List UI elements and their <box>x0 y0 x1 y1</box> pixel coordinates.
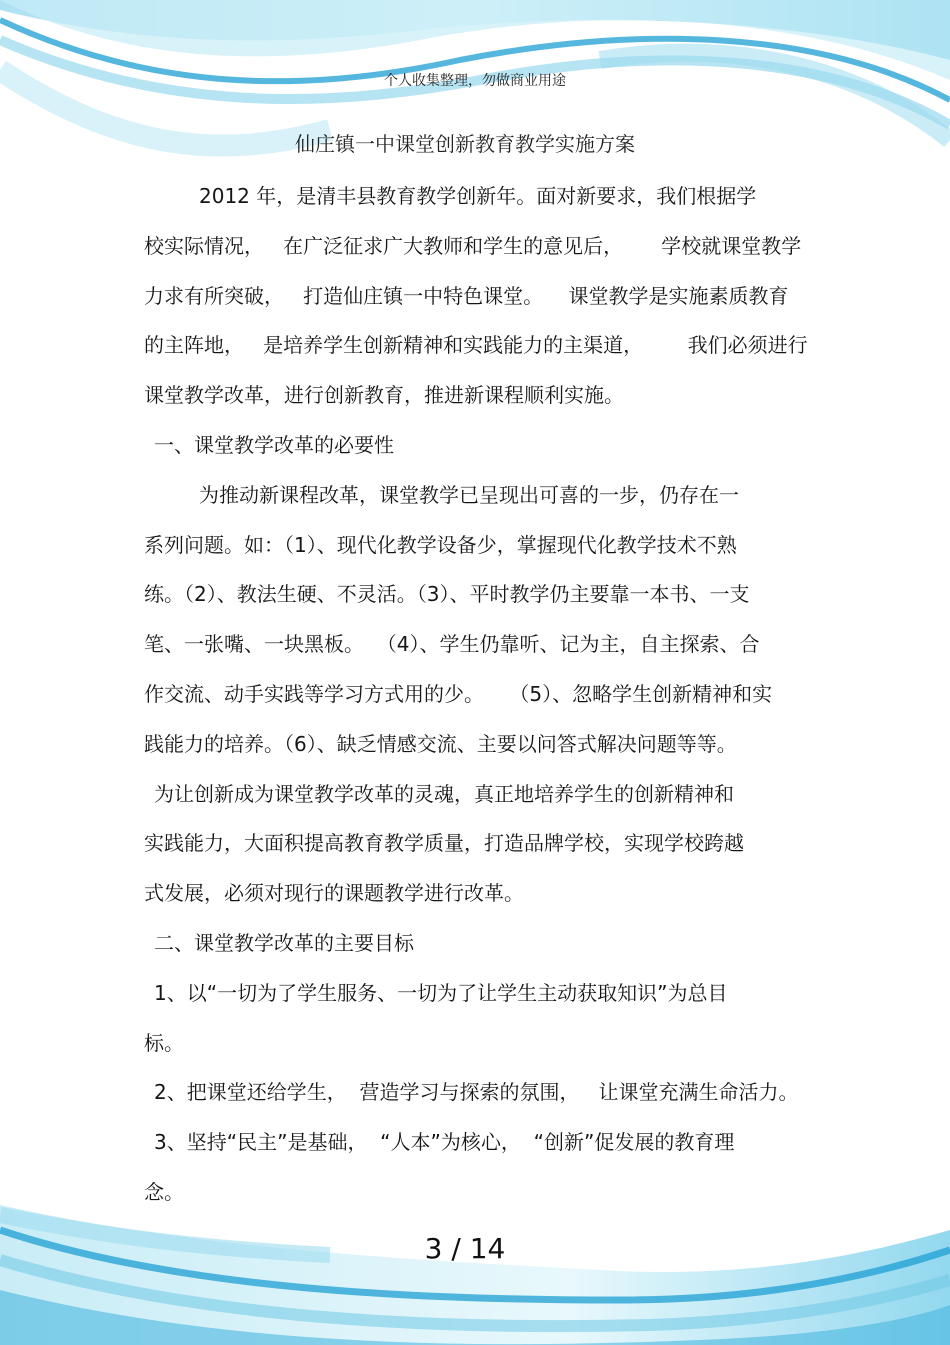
paragraph-line: 作交流、动手实践等学习方式用的少。 （5）、忽略学生创新精神和实 <box>144 681 773 706</box>
list-item: 1、以“一切为了学生服务、一切为了让学生主动获取知识”为总目 <box>154 980 728 1005</box>
page-number: 3 / 14 <box>424 1232 506 1265</box>
paragraph-line: 实践能力，大面积提高教育教学质量，打造品牌学校，实现学校跨越 <box>144 831 744 856</box>
paragraph-line: 校实际情况， 在广泛征求广大教师和学生的意见后， 学校就课堂教学 <box>144 233 802 258</box>
document-body <box>144 172 814 1218</box>
header-note: 个人收集整理，勿做商业用途 <box>384 73 566 89</box>
section-heading: 一、课堂教学改革的必要性 <box>154 432 394 457</box>
document-title: 仙庄镇一中课堂创新教育教学实施方案 <box>295 132 635 156</box>
list-item-continuation: 标。 <box>144 1030 184 1055</box>
paragraph-line: 练。（2）、教法生硬、不灵活。（3）、平时教学仍主要靠一本书、一支 <box>144 582 750 607</box>
paragraph-line: 践能力的培养。（6）、缺乏情感交流、主要以问答式解决问题等等。 <box>144 731 737 756</box>
list-item-continuation: 念。 <box>144 1179 184 1204</box>
paragraph-line: 系列问题。如：（1）、现代化教学设备少，掌握现代化教学技术不熟 <box>144 532 737 557</box>
paragraph-line: 为让创新成为课堂教学改革的灵魂，真正地培养学生的创新精神和 <box>154 781 734 806</box>
paragraph-line: 的主阵地， 是培养学生创新精神和实践能力的主渠道， 我们必须进行 <box>144 333 808 358</box>
paragraph-line: 力求有所突破， 打造仙庄镇一中特色课堂。 课堂教学是实施素质教育 <box>144 283 789 308</box>
paragraph-line: 2012 年，是清丰县教育教学创新年。面对新要求，我们根据学 <box>199 184 757 208</box>
list-item: 3、坚持“民主”是基础， “人本”为核心， “创新”促发展的教育理 <box>154 1130 735 1155</box>
paragraph-line: 课堂教学改革，进行创新教育，推进新课程顺利实施。 <box>144 383 624 408</box>
paragraph-line: 式发展，必须对现行的课题教学进行改革。 <box>144 881 524 906</box>
paragraph-line: 为推动新课程改革，课堂教学已呈现出可喜的一步，仍存在一 <box>199 482 739 507</box>
paragraph-line: 笔、一张嘴、一块黑板。 （4）、学生仍靠听、记为主，自主探索、合 <box>144 632 760 657</box>
section-heading: 二、课堂教学改革的主要目标 <box>154 930 414 955</box>
list-item: 2、把课堂还给学生， 营造学习与探索的氛围， 让课堂充满生命活力。 <box>154 1080 799 1105</box>
